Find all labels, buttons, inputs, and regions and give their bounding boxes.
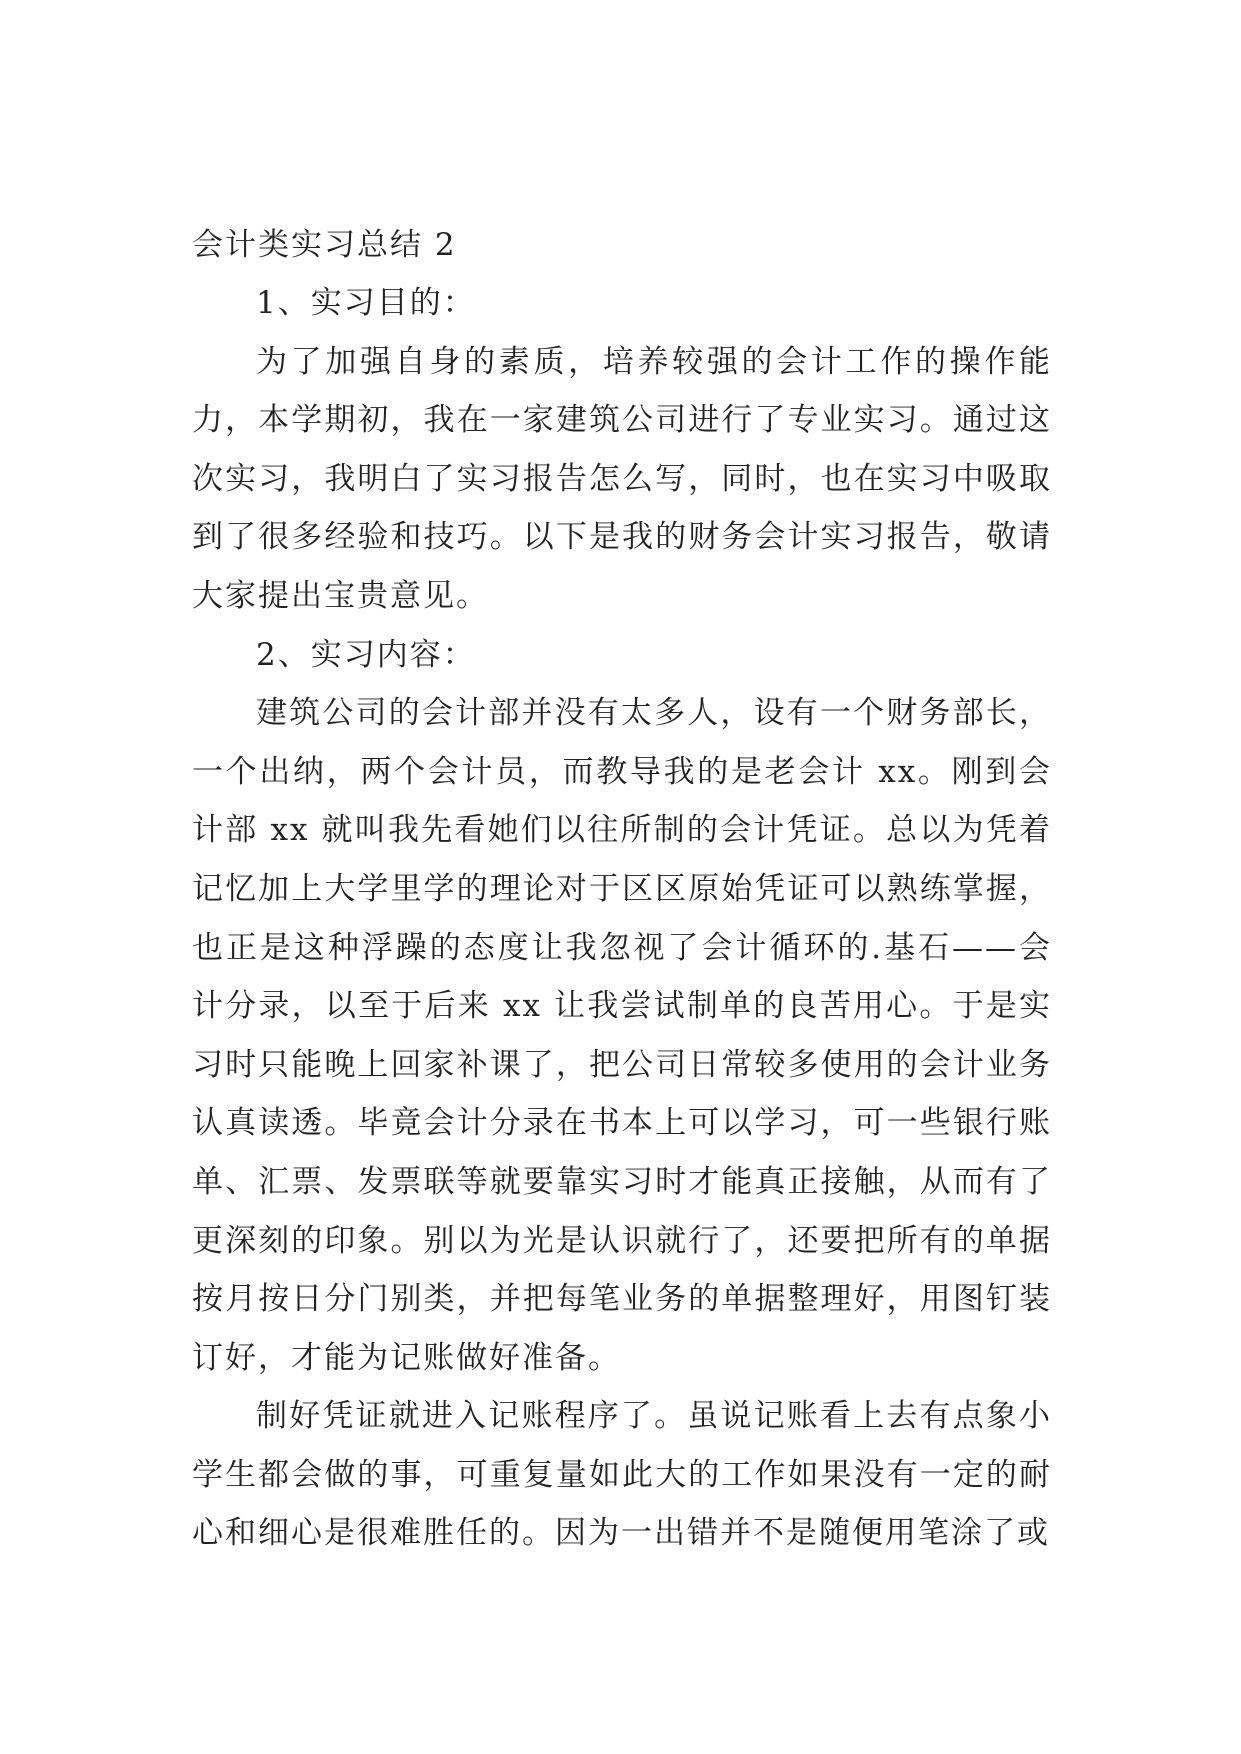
- paragraph-bookkeeping: 制好凭证就进入记账程序了。虽说记账看上去有点象小学生都会做的事，可重复量如此大的工作如果没有一定的耐心和细心是很难胜任的。因为一出错并不是随便用笔涂了或: [192, 1398, 1052, 1552]
- paragraph-heading-purpose: 1、实习目的：: [256, 285, 476, 321]
- paragraph-purpose: 为了加强自身的素质，培养较强的会计工作的操作能力，本学期初，我在一家建筑公司进行了专业实习。通过这次实习，我明白了实习报告怎么写，同时，也在实习中吸取到了很多经验和技巧。以下是我的财务会计实习报告，敬请大家提出宝贵意见。: [192, 343, 1052, 614]
- document-title: 会计类实习总结 2: [192, 227, 457, 263]
- paragraph-content: 建筑公司的会计部并没有太多人，设有一个财务部长，一个出纳，两个会计员，而教导我的是老会计 xx。刚到会计部 xx 就叫我先看她们以往所制的会计凭证。总以为凭着记忆加上大学里学的理论对于区区原始凭证可以熟练掌握，也正是这种浮躁的态度让我忽视了会计循环的.基石——会计分录，以至于后来 xx 让我尝试制单的良苦用心。于是实习时只能晚上回家补课了，把公司日常较多使用的会计业务认真读透。毕竟会计分录在书本上可以学习，可一些银行账单、汇票、发票联等就要靠实习时才能真正接触，从而有了更深刻的印象。别以为光是认识就行了，还要把所有的单据按月按日分门别类，并把每笔业务的单据整理好，用图钉装订好，才能为记账做好准备。: [192, 695, 1052, 1376]
- paragraph-heading-content: 2、实习内容：: [256, 636, 476, 673]
- document-body: [192, 274, 1052, 1563]
